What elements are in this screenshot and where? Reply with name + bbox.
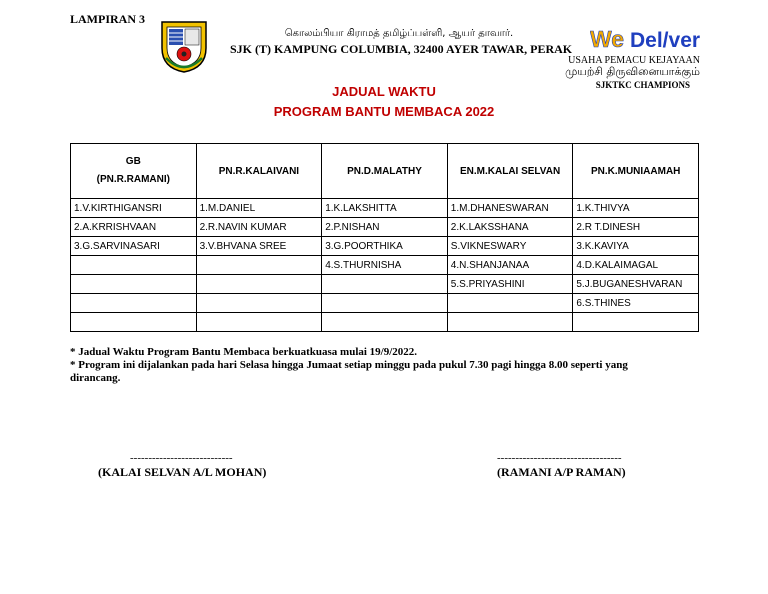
signatory-right: (RAMANI A/P RAMAN) [497,465,626,479]
table-row [71,199,699,218]
table-cell: 5.J.BUGANESHVARAN [573,275,699,294]
lampiran-label: LAMPIRAN 3 [70,12,145,26]
table-cell: 3.G.POORTHIKA [322,237,448,256]
column-header-muniaamah: PN.K.MUNIAAMAH [573,144,699,199]
table-row [71,294,699,313]
table-cell: 1.K.LAKSHITTA [322,199,448,218]
table-row [71,313,699,332]
table-cell: 4.N.SHANJANAA [447,256,573,275]
table-cell: 4.D.KALAIMAGAL [573,256,699,275]
table-cell: 3.V.BHVANA SREE [196,237,322,256]
table-cell [447,294,573,313]
table-cell [196,313,322,332]
table-cell [71,313,197,332]
table-cell [196,294,322,313]
table-cell: 2.R.NAVIN KUMAR [196,218,322,237]
table-cell [71,294,197,313]
column-header-malathy: PN.D.MALATHY [322,144,448,199]
tamil-motto: முயற்சி திருவினையாக்கும் [565,65,700,78]
gb-label: GB [125,156,141,167]
document-title: JADUAL WAKTU [332,84,436,99]
table-cell: 2.R T.DINESH [573,218,699,237]
table-cell [447,313,573,332]
table-row [71,237,699,256]
table-cell [71,275,197,294]
school-name-tamil: கொலம்பியா கிராமத் தமிழ்ப்பள்ளி, ஆயர் தாவார். [284,28,514,39]
table-cell: 1.M.DHANESWARAN [447,199,573,218]
table-cell: 3.K.KAVIYA [573,237,699,256]
schedule-table [70,143,699,332]
table-cell [71,256,197,275]
table-cell [322,294,448,313]
table-cell [196,275,322,294]
gb-teacher: (PN.R.RAMANI) [96,174,170,185]
table-cell: 2.P.NISHAN [322,218,448,237]
document-subtitle: PROGRAM BANTU MEMBACA 2022 [273,104,495,119]
note-schedule-details: * Program ini dijalankan pada hari Selasa hingga Jumaat setiap minggu pada pukul 7.30 pagi hingga 8.00 seperti yang dirancang. [70,359,628,384]
table-cell [196,256,322,275]
table-cell: 5.S.PRIYASHINI [447,275,573,294]
table-cell: 6.S.THINES [573,294,699,313]
column-header-kalaivani: PN.R.KALAIVANI [196,144,322,199]
we-deliver-we: We [590,26,625,52]
table-cell: 1.V.KIRTHIGANSRI [71,199,197,218]
table-header-row [71,144,699,199]
usaha-motto: USAHA PEMACU KEJAYAAN [568,55,700,66]
table-row [71,218,699,237]
table-cell: 2.K.LAKSSHANA [447,218,573,237]
table-cell [322,313,448,332]
school-crest-logo [158,18,210,74]
signatory-left: (KALAI SELVAN A/L MOHAN) [98,465,267,479]
table-cell: 2.A.KRRISHVAAN [71,218,197,237]
table-cell: 1.M.DANIEL [196,199,322,218]
champions-label: SJKTKC CHAMPIONS [595,80,690,90]
table-cell: 1.K.THIVYA [573,199,699,218]
we-deliver-text: Del/ver [630,29,701,52]
table-cell [573,313,699,332]
table-row [71,256,699,275]
table-row [71,275,699,294]
note-effective-date: * Jadual Waktu Program Bantu Membaca berkuatkuasa mulai 19/9/2022. [70,346,418,358]
table-cell: S.VIKNESWARY [447,237,573,256]
table-cell: 3.G.SARVINASARI [71,237,197,256]
we-deliver-logo [590,24,702,54]
signature-line-right: ---------------------------------- [497,452,622,464]
school-name: SJK (T) KAMPUNG COLUMBIA, 32400 AYER TAWAR, PERAK [230,42,573,56]
table-cell: 4.S.THURNISHA [322,256,448,275]
signature-line-left: ---------------------------- [130,452,233,464]
column-header-kalai-selvan: EN.M.KALAI SELVAN [447,144,573,199]
table-cell [322,275,448,294]
column-header-gb [71,144,197,199]
